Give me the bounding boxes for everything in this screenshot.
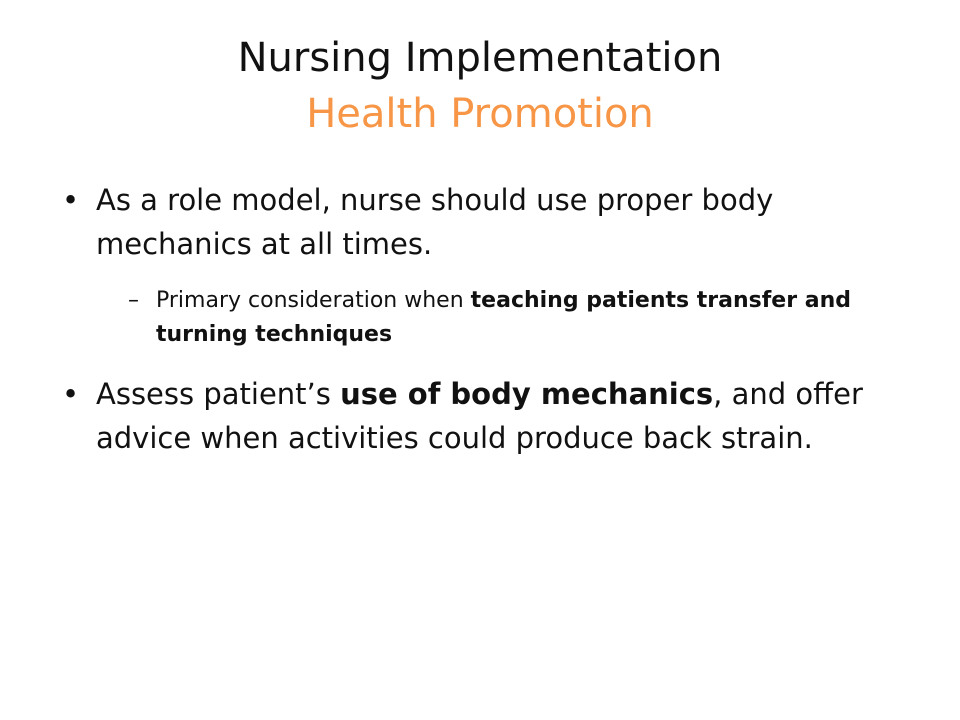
bullet-item-2-suffix: , and offer advice when activities could produce back strain.	[96, 377, 863, 455]
page-subtitle: Health Promotion	[306, 91, 654, 137]
bullet-marker: •	[62, 377, 80, 411]
bullet-item-2-bold: use of body mechanics	[340, 377, 714, 411]
title-block	[0, 30, 960, 142]
bullet-marker: •	[62, 183, 80, 217]
page-title: Nursing Implementation	[237, 35, 723, 81]
bullet-item-1	[62, 178, 922, 266]
sub-bullet-item	[128, 284, 922, 352]
sub-bullet-marker: –	[128, 288, 139, 313]
bullet-item-1-text: As a role model, nurse should use proper body mechanics at all times.	[96, 183, 774, 261]
sub-bullet-prefix: Primary consideration when	[156, 288, 471, 313]
bullet-list	[62, 178, 922, 478]
bullet-item-2-prefix: Assess patient’s	[96, 377, 341, 411]
sub-bullet-bold: teaching patients transfer and turning techniques	[156, 288, 851, 347]
bullet-item-2	[62, 372, 922, 460]
